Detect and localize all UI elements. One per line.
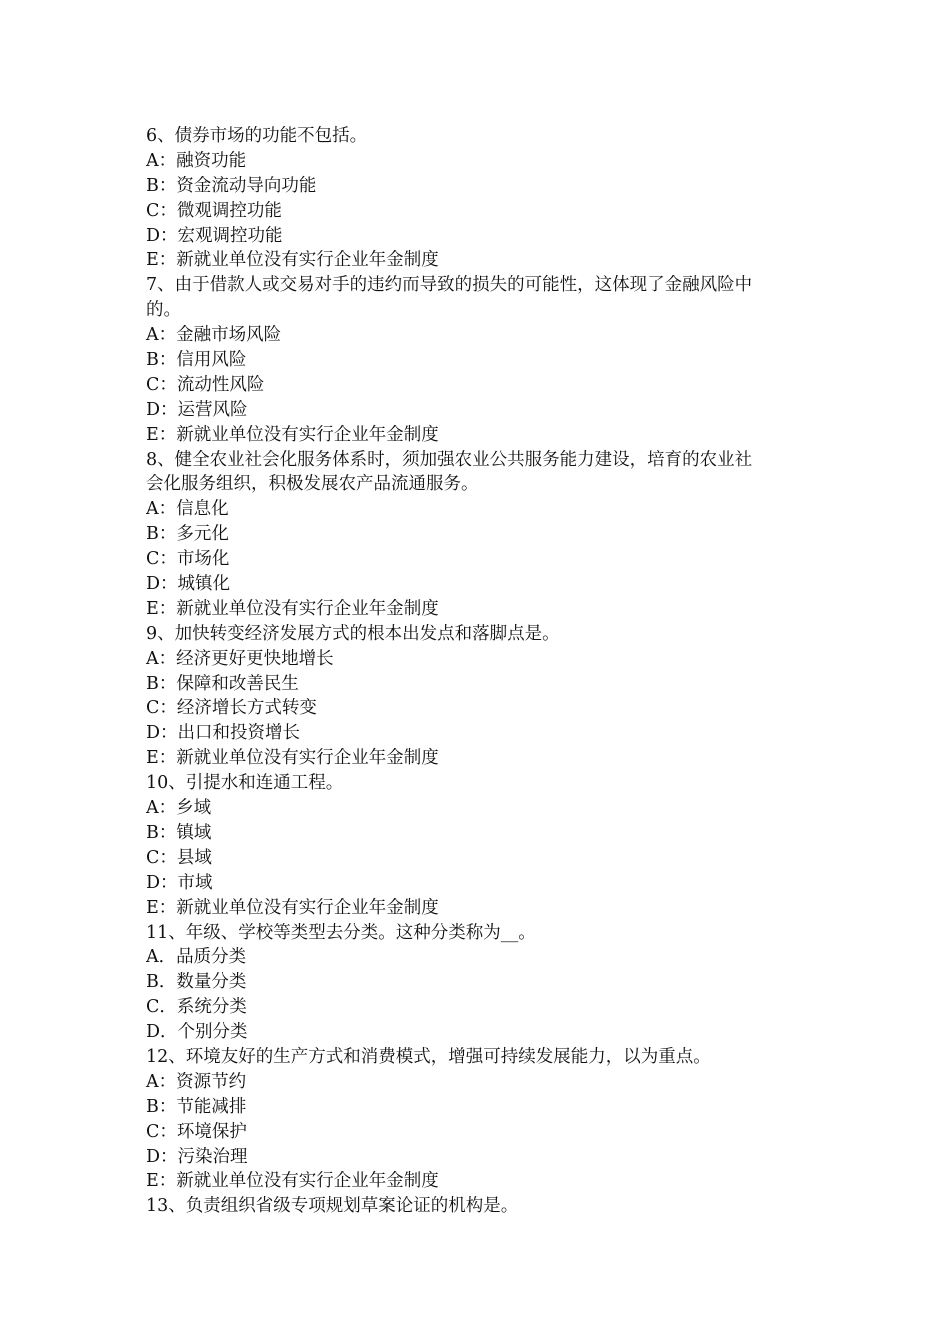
option-d: D：运营风险 — [146, 399, 248, 420]
option-e: E：新就业单位没有实行企业年金制度 — [146, 748, 439, 769]
question-text: 6、债券市场的功能不包括。 — [146, 126, 368, 146]
option-b: B：信用风险 — [146, 350, 247, 371]
option-b: B．数量分类 — [146, 972, 247, 993]
option-a: A：资源节约 — [146, 1071, 247, 1092]
option-d: D：城镇化 — [146, 574, 231, 595]
question-text-continued: 会化服务组织，积极发展农产品流通服务。 — [146, 474, 479, 495]
option-c: C：市场化 — [146, 549, 230, 570]
option-a: A．品质分类 — [146, 947, 247, 968]
option-b: B：资金流动导向功能 — [146, 175, 317, 196]
document-page — [146, 124, 816, 1219]
question-text: 7、由于借款人或交易对手的违约而导致的损失的可能性，这体现了金融风险中 — [146, 275, 753, 296]
option-b: B：保障和改善民生 — [146, 673, 299, 694]
option-d: D：污染治理 — [146, 1146, 248, 1167]
option-c: C：环境保护 — [146, 1121, 247, 1142]
option-b: B：节能减排 — [146, 1096, 247, 1117]
option-c: C：经济增长方式转变 — [146, 698, 317, 719]
option-a: A：金融市场风险 — [146, 325, 282, 346]
option-c: C．系统分类 — [146, 997, 247, 1018]
option-d: D：市域 — [146, 872, 213, 893]
question-text: 9、加快转变经济发展方式的根本出发点和落脚点是。 — [146, 623, 560, 644]
question-text-continued: 的。 — [146, 300, 181, 321]
option-d: D：出口和投资增长 — [146, 723, 301, 744]
question-text: 12、环境友好的生产方式和消费模式，增强可持续发展能力，以为重点。 — [146, 1046, 711, 1067]
option-c: C：微观调控功能 — [146, 200, 282, 221]
option-c: C：县域 — [146, 847, 212, 868]
option-e: E：新就业单位没有实行企业年金制度 — [146, 598, 439, 619]
option-e: E：新就业单位没有实行企业年金制度 — [146, 897, 439, 918]
option-a: A：经济更好更快地增长 — [146, 648, 334, 669]
option-e: E：新就业单位没有实行企业年金制度 — [146, 1171, 439, 1192]
question-text: 10、引提水和连通工程。 — [146, 773, 344, 794]
option-e: E：新就业单位没有实行企业年金制度 — [146, 424, 439, 445]
option-e: E：新就业单位没有实行企业年金制度 — [146, 250, 439, 271]
option-a: A：信息化 — [146, 499, 229, 520]
option-a: A：乡域 — [146, 798, 212, 819]
option-a: A：融资功能 — [146, 150, 247, 171]
option-d: D：宏观调控功能 — [146, 225, 283, 246]
option-d: D．个别分类 — [146, 1022, 248, 1043]
question-text: 13、负责组织省级专项规划草案论证的机构是。 — [146, 1196, 519, 1217]
option-b: B：多元化 — [146, 524, 229, 545]
question-text: 8、健全农业社会化服务体系时，须加强农业公共服务能力建设，培育的农业社 — [146, 449, 753, 470]
question-text: 11、年级、学校等类型去分类。这种分类称为__。 — [146, 922, 536, 943]
option-b: B：镇域 — [146, 822, 212, 843]
option-c: C：流动性风险 — [146, 374, 265, 395]
